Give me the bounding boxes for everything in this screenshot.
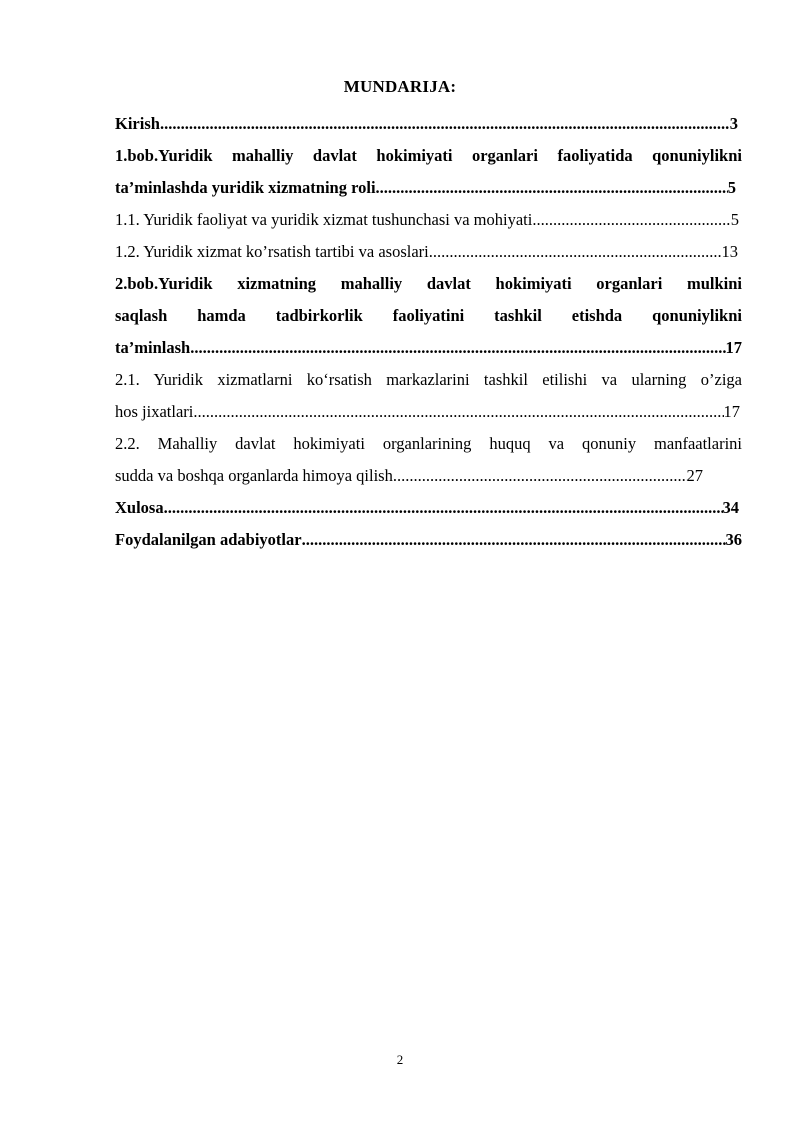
toc-entry-section-2-2[interactable] — [115, 460, 703, 492]
toc-entry-text: ta’minlash — [115, 338, 191, 357]
dot-leader — [532, 204, 730, 236]
toc-entry-text: ta’minlashda yuridik xizmatning roli — [115, 178, 376, 197]
toc-entry-page: 27 — [686, 466, 703, 485]
dot-leader — [193, 396, 723, 428]
toc-entry-page: 13 — [721, 242, 738, 261]
dot-leader — [376, 172, 728, 204]
dot-leader — [164, 492, 723, 524]
toc-entry-section-1-1[interactable] — [115, 204, 739, 236]
toc-entry-section-1-2[interactable] — [115, 236, 738, 268]
toc-entry-page: 5 — [727, 178, 736, 197]
toc-entry-chapter-2-line-1[interactable]: 2.bob.Yuridik xizmatning mahalliy davlat hokimiyati organlari mulkini — [115, 274, 742, 293]
dot-leader — [429, 236, 722, 268]
toc-entry-text: Kirish — [115, 114, 160, 133]
toc-entry-xulosa[interactable] — [115, 492, 739, 524]
dot-leader — [190, 332, 725, 364]
toc-entry-text: Xulosa — [115, 498, 164, 517]
toc-entry-page: 5 — [730, 210, 739, 229]
page-number: 2 — [396, 1052, 404, 1067]
dot-leader — [160, 108, 730, 140]
toc-entry-page: 3 — [729, 114, 738, 133]
toc-entry-bibliography[interactable] — [115, 524, 742, 556]
dot-leader — [393, 460, 687, 492]
toc-entry-chapter-2[interactable] — [115, 332, 742, 364]
toc-entry-kirish[interactable] — [115, 108, 738, 140]
toc-entry-section-2-1[interactable] — [115, 396, 740, 428]
toc-entry-text: 1.1. Yuridik faoliyat va yuridik xizmat tushunchasi va mohiyati — [115, 210, 533, 229]
toc-entry-text: 1.2. Yuridik xizmat ko’rsatish tartibi va asoslari — [115, 242, 429, 261]
toc-entry-page: 36 — [725, 530, 742, 549]
toc-entry-chapter-1-line-1[interactable]: 1.bob.Yuridik mahalliy davlat hokimiyati organlari faoliyatida qonuniylikni — [115, 146, 742, 165]
table-of-contents — [115, 108, 742, 556]
toc-title: MUNDARIJA: — [343, 77, 457, 96]
toc-entry-page: 34 — [722, 498, 739, 517]
toc-entry-text: Foydalanilgan adabiyotlar — [115, 530, 302, 549]
toc-entry-section-2-1-line-1[interactable]: 2.1. Yuridik xizmatlarni ko‘rsatish markazlarini tashkil etilishi va ularning o’ziga — [115, 370, 742, 389]
toc-entry-page: 17 — [725, 338, 742, 357]
toc-entry-chapter-1[interactable] — [115, 172, 736, 204]
toc-entry-text: hos jixatlari — [115, 402, 194, 421]
toc-entry-chapter-2-line-2[interactable]: saqlash hamda tadbirkorlik faoliyatini tashkil etishda qonuniylikni — [115, 306, 742, 325]
dot-leader — [302, 524, 726, 556]
toc-entry-section-2-2-line-1[interactable]: 2.2. Mahalliy davlat hokimiyati organlarining huquq va qonuniy manfaatlarini — [115, 434, 742, 453]
toc-entry-text: sudda va boshqa organlarda himoya qilish — [115, 466, 393, 485]
toc-entry-page: 17 — [723, 402, 740, 421]
